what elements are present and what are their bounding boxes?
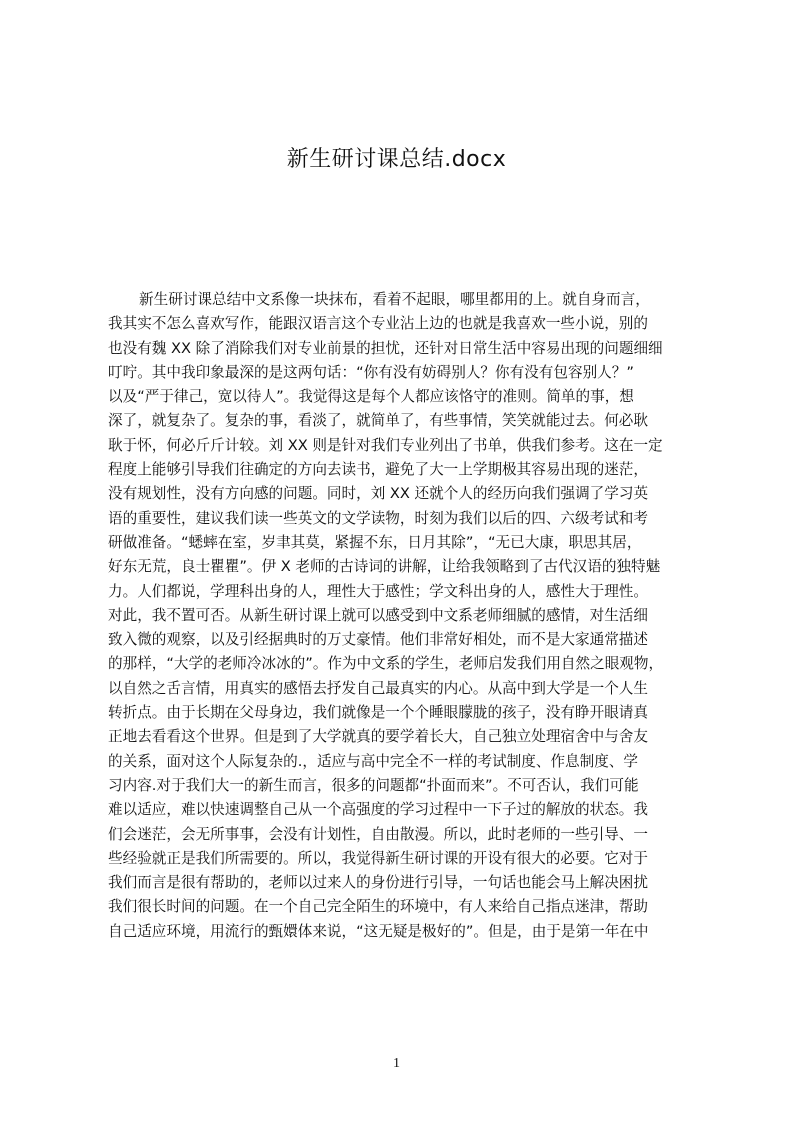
body-line: 们会迷茫，会无所事事，会没有计划性，自由散漫。所以，此时老师的一些引导、一 (108, 825, 648, 843)
body-line: 研做准备。“蟋蟀在室，岁聿其莫，紧握不东，日月其除”，“无已大康，职思其居， (108, 533, 642, 551)
body-line: 新生研讨课总结中文系像一块抹布，看着不起眼，哪里都用的上。就自身而言， (139, 291, 650, 308)
body-line: 的关系，面对这个人际复杂的.，适应与高中完全不一样的考试制度、作息制度、学 (108, 752, 639, 770)
body-line: 转折点。由于长期在父母身边，我们就像是一个个睡眼朦胧的孩子，没有睁开眼请真 (108, 704, 648, 722)
body-line: 好东无荒，良士瞿瞿”。伊 X 老师的古诗词的讲解，让给我领略到了古代汉语的独特魅 (108, 558, 661, 576)
page-number: 1 (393, 1056, 400, 1071)
body-line: 我们而言是很有帮助的，老师以过来人的身份进行引导，一句话也能会马上解决困扰 (108, 874, 648, 892)
body-line: 习内容.对于我们大一的新生而言，很多的问题都“扑面而来”。不可否认，我们可能 (108, 776, 639, 794)
body-line: 致入微的观察，以及引经据典时的万丈豪情。他们非常好相处，而不是大家通常描述 (108, 631, 648, 649)
body-line: 叮咛。其中我印象最深的是这两句话：“你有没有妨碍别人？你有没有包容别人？” (108, 363, 634, 381)
body-line: 力。人们都说，学理科出身的人，理性大于感性；学文科出身的人，感性大于理性。 (108, 582, 648, 600)
document-title: 新生研讨课总结.docx (286, 147, 507, 172)
body-line: 深了，就复杂了。复杂的事，看淡了，就简单了，有些事情，笑笑就能过去。何必耿 (108, 412, 648, 430)
body-line: 些经验就正是我们所需要的。所以，我觉得新生研讨课的开设有很大的必要。它对于 (108, 849, 648, 867)
body-line: 也没有魏 XX 除了消除我们对专业前景的担忧，还针对日常生活中容易出现的问题细细 (108, 339, 663, 357)
body-line: 以及“严于律己，宽以待人”。我觉得这是每个人都应该恪守的准则。简单的事，想 (108, 388, 634, 406)
body-line: 程度上能够引导我们往确定的方向去读书，避免了大一上学期极其容易出现的迷茫， (108, 461, 648, 479)
body-line: 我们很长时间的问题。在一个自己完全陌生的环境中，有人来给自己指点迷津，帮助 (108, 898, 648, 916)
body-line: 对此，我不置可否。从新生研讨课上就可以感受到中文系老师细腻的感情，对生活细 (108, 606, 648, 624)
document-body (108, 288, 706, 944)
body-line: 自己适应环境，用流行的甄嬛体来说，“这无疑是极好的”。但是，由于是第一年在中 (108, 922, 649, 940)
body-line: 正地去看看这个世界。但是到了大学就真的要学着长大，自己独立处理宿舍中与舍友 (108, 728, 648, 746)
body-line: 没有规划性，没有方向感的问题。同时，刘 XX 还就个人的经历向我们强调了学习英 (108, 485, 649, 503)
body-line: 我其实不怎么喜欢写作，能跟汉语言这个专业沾上边的也就是我喜欢一些小说，别的 (108, 315, 648, 333)
body-line: 以自然之舌言情，用真实的感悟去抒发自己最真实的内心。从高中到大学是一个人生 (108, 679, 648, 697)
body-line: 语的重要性，建议我们读一些英文的文学读物，时刻为我们以后的四、六级考试和考 (108, 509, 648, 527)
body-line: 耿于怀，何必斤斤计较。刘 XX 则是针对我们专业列出了书单，供我们参考。这在一定 (108, 436, 663, 454)
body-line: 的那样，“大学的老师冷冰冰的”。作为中文系的学生，老师启发我们用自然之眼观物， (108, 655, 664, 673)
body-line: 难以适应，难以快速调整自己从一个高强度的学习过程中一下子过的解放的状态。我 (108, 801, 648, 819)
